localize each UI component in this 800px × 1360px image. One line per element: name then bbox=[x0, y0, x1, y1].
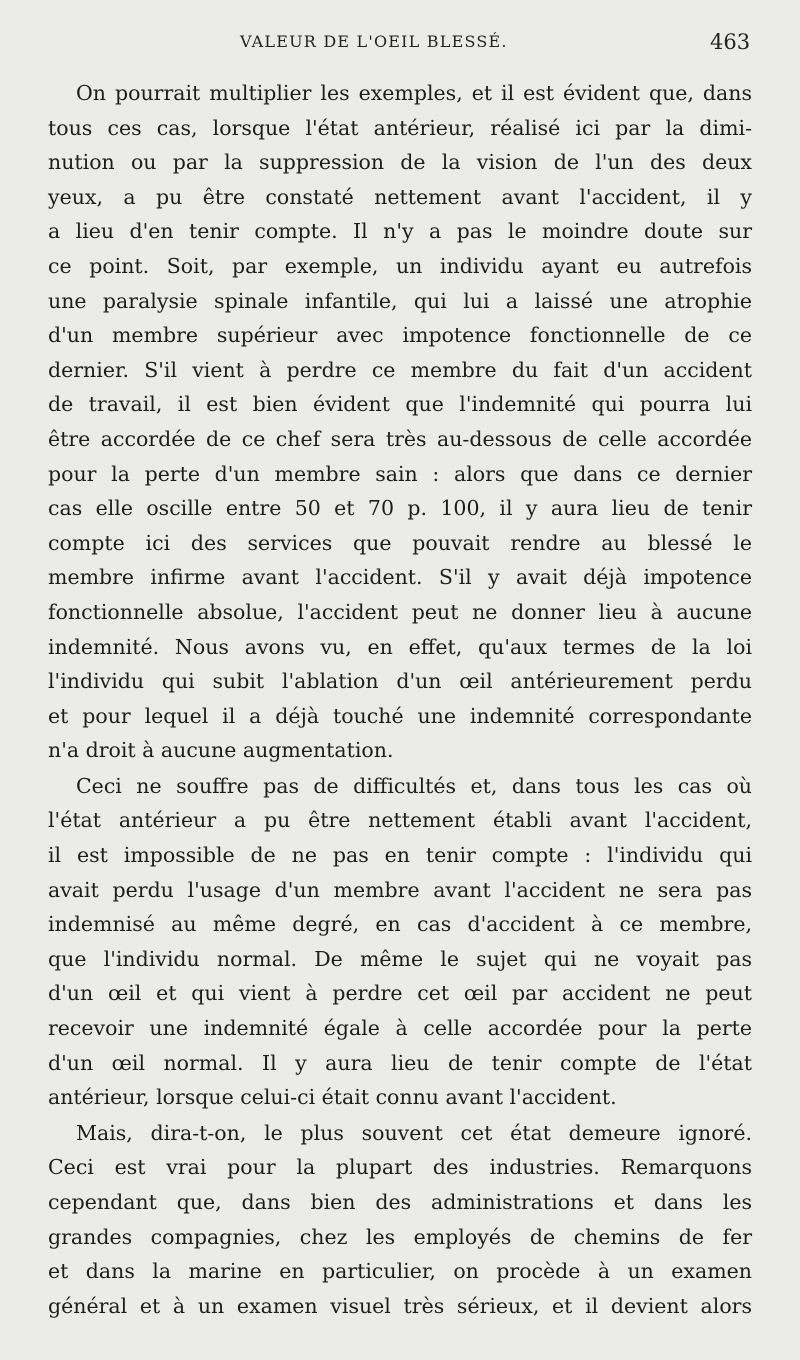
text-line: dernier. S'il vient à perdre ce membre du fait d'un accident bbox=[48, 357, 752, 382]
paragraph-1 bbox=[48, 76, 752, 768]
text-line: cas elle oscille entre 50 et 70 p. 100, il y aura lieu de tenir bbox=[48, 496, 752, 521]
text-line: fonctionnelle absolue, l'accident peut ne donner lieu à aucune bbox=[48, 599, 752, 624]
text-line: il est impossible de ne pas en tenir compte : l'individu qui bbox=[48, 843, 752, 868]
text-line: l'individu qui subit l'ablation d'un œil antérieurement perdu bbox=[48, 669, 752, 694]
text-line: pour la perte d'un membre sain : alors que dans ce dernier bbox=[48, 461, 752, 486]
text-line: cependant que, dans bien des administrations et dans les bbox=[48, 1190, 752, 1214]
text-line: yeux, a pu être constaté nettement avant l'accident, il y bbox=[48, 184, 752, 209]
text-line: antérieur, lorsque celui-ci était connu avant l'accident. bbox=[48, 1085, 617, 1110]
text-line: et dans la marine en particulier, on procède à un examen bbox=[48, 1259, 752, 1284]
text-line: d'un œil normal. Il y aura lieu de tenir compte de l'état bbox=[48, 1050, 752, 1075]
text-line: Ceci ne souffre pas de difficultés et, dans tous les cas où bbox=[76, 773, 752, 798]
text-line: une paralysie spinale infantile, qui lui a laissé une atrophie bbox=[48, 288, 752, 313]
text-line: être accordée de ce chef sera très au-dessous de celle accordée bbox=[48, 426, 752, 451]
text-line: Ceci est vrai pour la plupart des industries. Remarquons bbox=[48, 1155, 752, 1180]
text-line: recevoir une indemnité égale à celle accordée pour la perte bbox=[48, 1016, 752, 1041]
page-number: 463 bbox=[710, 30, 751, 54]
text-line: indemnité. Nous avons vu, en effet, qu'aux termes de la loi bbox=[48, 634, 752, 659]
paragraph-2 bbox=[48, 769, 752, 1115]
paragraph-3 bbox=[48, 1116, 752, 1324]
text-line: de travail, il est bien évident que l'indemnité qui pourra lui bbox=[48, 392, 752, 417]
text-line: l'état antérieur a pu être nettement établi avant l'accident, bbox=[48, 808, 752, 833]
text-line: Mais, dira-t-on, le plus souvent cet état demeure ignoré. bbox=[76, 1120, 752, 1145]
text-line: On pourrait multiplier les exemples, et il est évident que, dans bbox=[76, 81, 752, 105]
text-line: avait perdu l'usage d'un membre avant l'accident ne sera pas bbox=[48, 877, 752, 902]
text-line: d'un membre supérieur avec impotence fonctionnelle de ce bbox=[48, 323, 752, 348]
running-title: VALEUR DE L'OEIL BLESSÉ. bbox=[240, 32, 508, 51]
text-line: nution ou par la suppression de la vision de l'un des deux bbox=[48, 150, 752, 175]
text-line: indemnisé au même degré, en cas d'accident à ce membre, bbox=[48, 912, 752, 937]
text-line: d'un œil et qui vient à perdre cet œil par accident ne peut bbox=[48, 981, 752, 1006]
text-line: grandes compagnies, chez les employés de chemins de fer bbox=[48, 1224, 752, 1249]
text-line: membre infirme avant l'accident. S'il y avait déjà impotence bbox=[48, 565, 752, 590]
text-line: compte ici des services que pouvait rendre au blessé le bbox=[48, 530, 752, 555]
text-line: n'a droit à aucune augmentation. bbox=[48, 738, 394, 763]
text-line: a lieu d'en tenir compte. Il n'y a pas le moindre doute sur bbox=[48, 219, 752, 244]
text-line: tous ces cas, lorsque l'état antérieur, réalisé ici par la dimi- bbox=[48, 115, 752, 140]
text-line: que l'individu normal. De même le sujet qui ne voyait pas bbox=[48, 946, 752, 971]
body-text bbox=[48, 76, 752, 1323]
text-line: et pour lequel il a déjà touché une indemnité correspondante bbox=[48, 703, 752, 728]
text-line: général et à un examen visuel très sérieux, et il devient alors bbox=[48, 1293, 752, 1318]
text-line: ce point. Soit, par exemple, un individu ayant eu autrefois bbox=[48, 253, 752, 278]
